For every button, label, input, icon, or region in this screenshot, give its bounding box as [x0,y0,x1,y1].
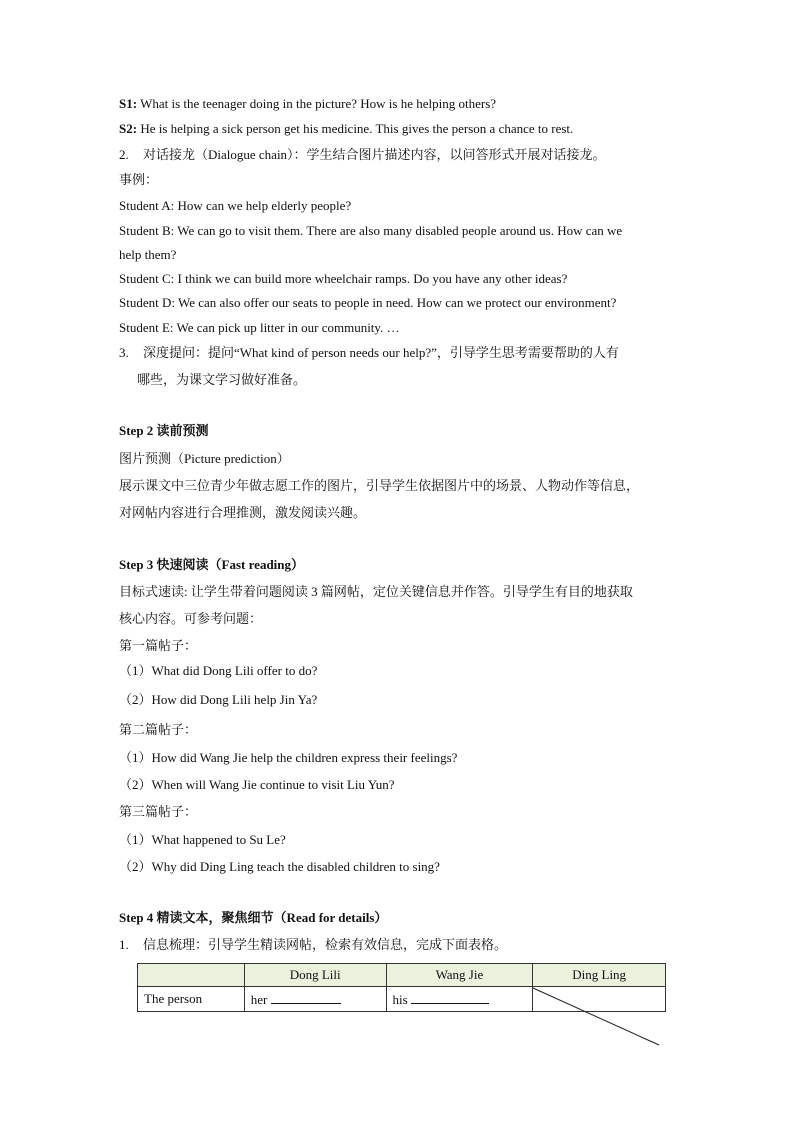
post2-question-1: （1）How did Wang Jie help the children express their feelings? [119,750,458,765]
step3-title: Step 3 快速阅读（Fast reading） [119,557,305,572]
speaker-s2: S2: [119,121,138,136]
step3-line1: 目标式速读: 让学生带着问题阅读 3 篇网帖，定位关键信息并作答。引导学生有目的地获取 [119,584,633,599]
student-line-c: Student C: I think we can build more wheelchair ramps. Do you have any other ideas? [119,271,568,286]
step4-item-1-number: 1. [119,937,129,952]
post2-label: 第二篇帖子： [119,722,198,737]
student-line-b: Student B: We can go to visit them. There are also many disabled people around us. How can we [119,223,623,238]
dialogue-text-s2: He is helping a sick person get his medicine. This gives the person a chance to rest. [137,121,574,136]
table-header-dong-lili: Dong Lili [244,964,386,987]
example-label: 事例： [119,172,159,187]
student-line-e: Student E: We can pick up litter in our community. … [119,320,400,335]
item-3-line1: 深度提问：提问“What kind of person needs our help?”，引导学生思考需要帮助的人有 [143,345,619,360]
post2-question-2: （2）When will Wang Jie continue to visit Liu Yun? [119,777,395,792]
post1-question-2: （2）How did Dong Lili help Jin Ya? [119,692,318,707]
post1-question-1: （1）What did Dong Lili offer to do? [119,663,318,678]
student-line-b-cont: help them? [119,247,177,262]
step2-line1: 展示课文中三位青少年做志愿工作的图片，引导学生依据图片中的场景、人物动作等信息， [119,478,640,493]
cell-wang-jie-text: his [392,991,408,1007]
cell-dong-lili-text: her [250,991,268,1007]
speaker-s1: S1: [119,96,138,111]
step2-title: Step 2 读前预测 [119,423,209,438]
dialogue-text-s1: What is the teenager doing in the picture? How is he helping others? [137,96,497,111]
student-line-a: Student A: How can we help elderly people? [119,198,352,213]
post3-question-1: （1）What happened to Su Le? [119,832,286,847]
step4-item-1-text: 信息梳理：引导学生精读网帖，检索有效信息，完成下面表格。 [143,937,508,952]
item-3-number: 3. [119,345,129,360]
step3-line2: 核心内容。可参考问题： [119,611,263,626]
post3-label: 第三篇帖子： [119,804,198,819]
row-label-the-person: The person [138,987,245,1012]
step2-line2: 对网帖内容进行合理推测，激发阅读兴趣。 [119,505,367,520]
post3-question-2: （2）Why did Ding Ling teach the disabled children to sing? [119,859,440,874]
table-header-ding-ling: Ding Ling [533,964,666,987]
student-line-d: Student D: We can also offer our seats to people in need. How can we protect our environment? [119,295,617,310]
item-3-line2: 哪些，为课文学习做好准备。 [137,372,307,387]
step2-subtitle: 图片预测（Picture prediction） [119,451,290,466]
table-header-wang-jie: Wang Jie [386,964,533,987]
post1-label: 第一篇帖子： [119,638,198,653]
item-2-number: 2. [119,147,129,162]
item-2-text: 对话接龙（Dialogue chain）：学生结合图片描述内容，以问答形式开展对话接龙。 [143,147,606,162]
step4-title: Step 4 精读文本，聚焦细节（Read for details） [119,910,388,925]
